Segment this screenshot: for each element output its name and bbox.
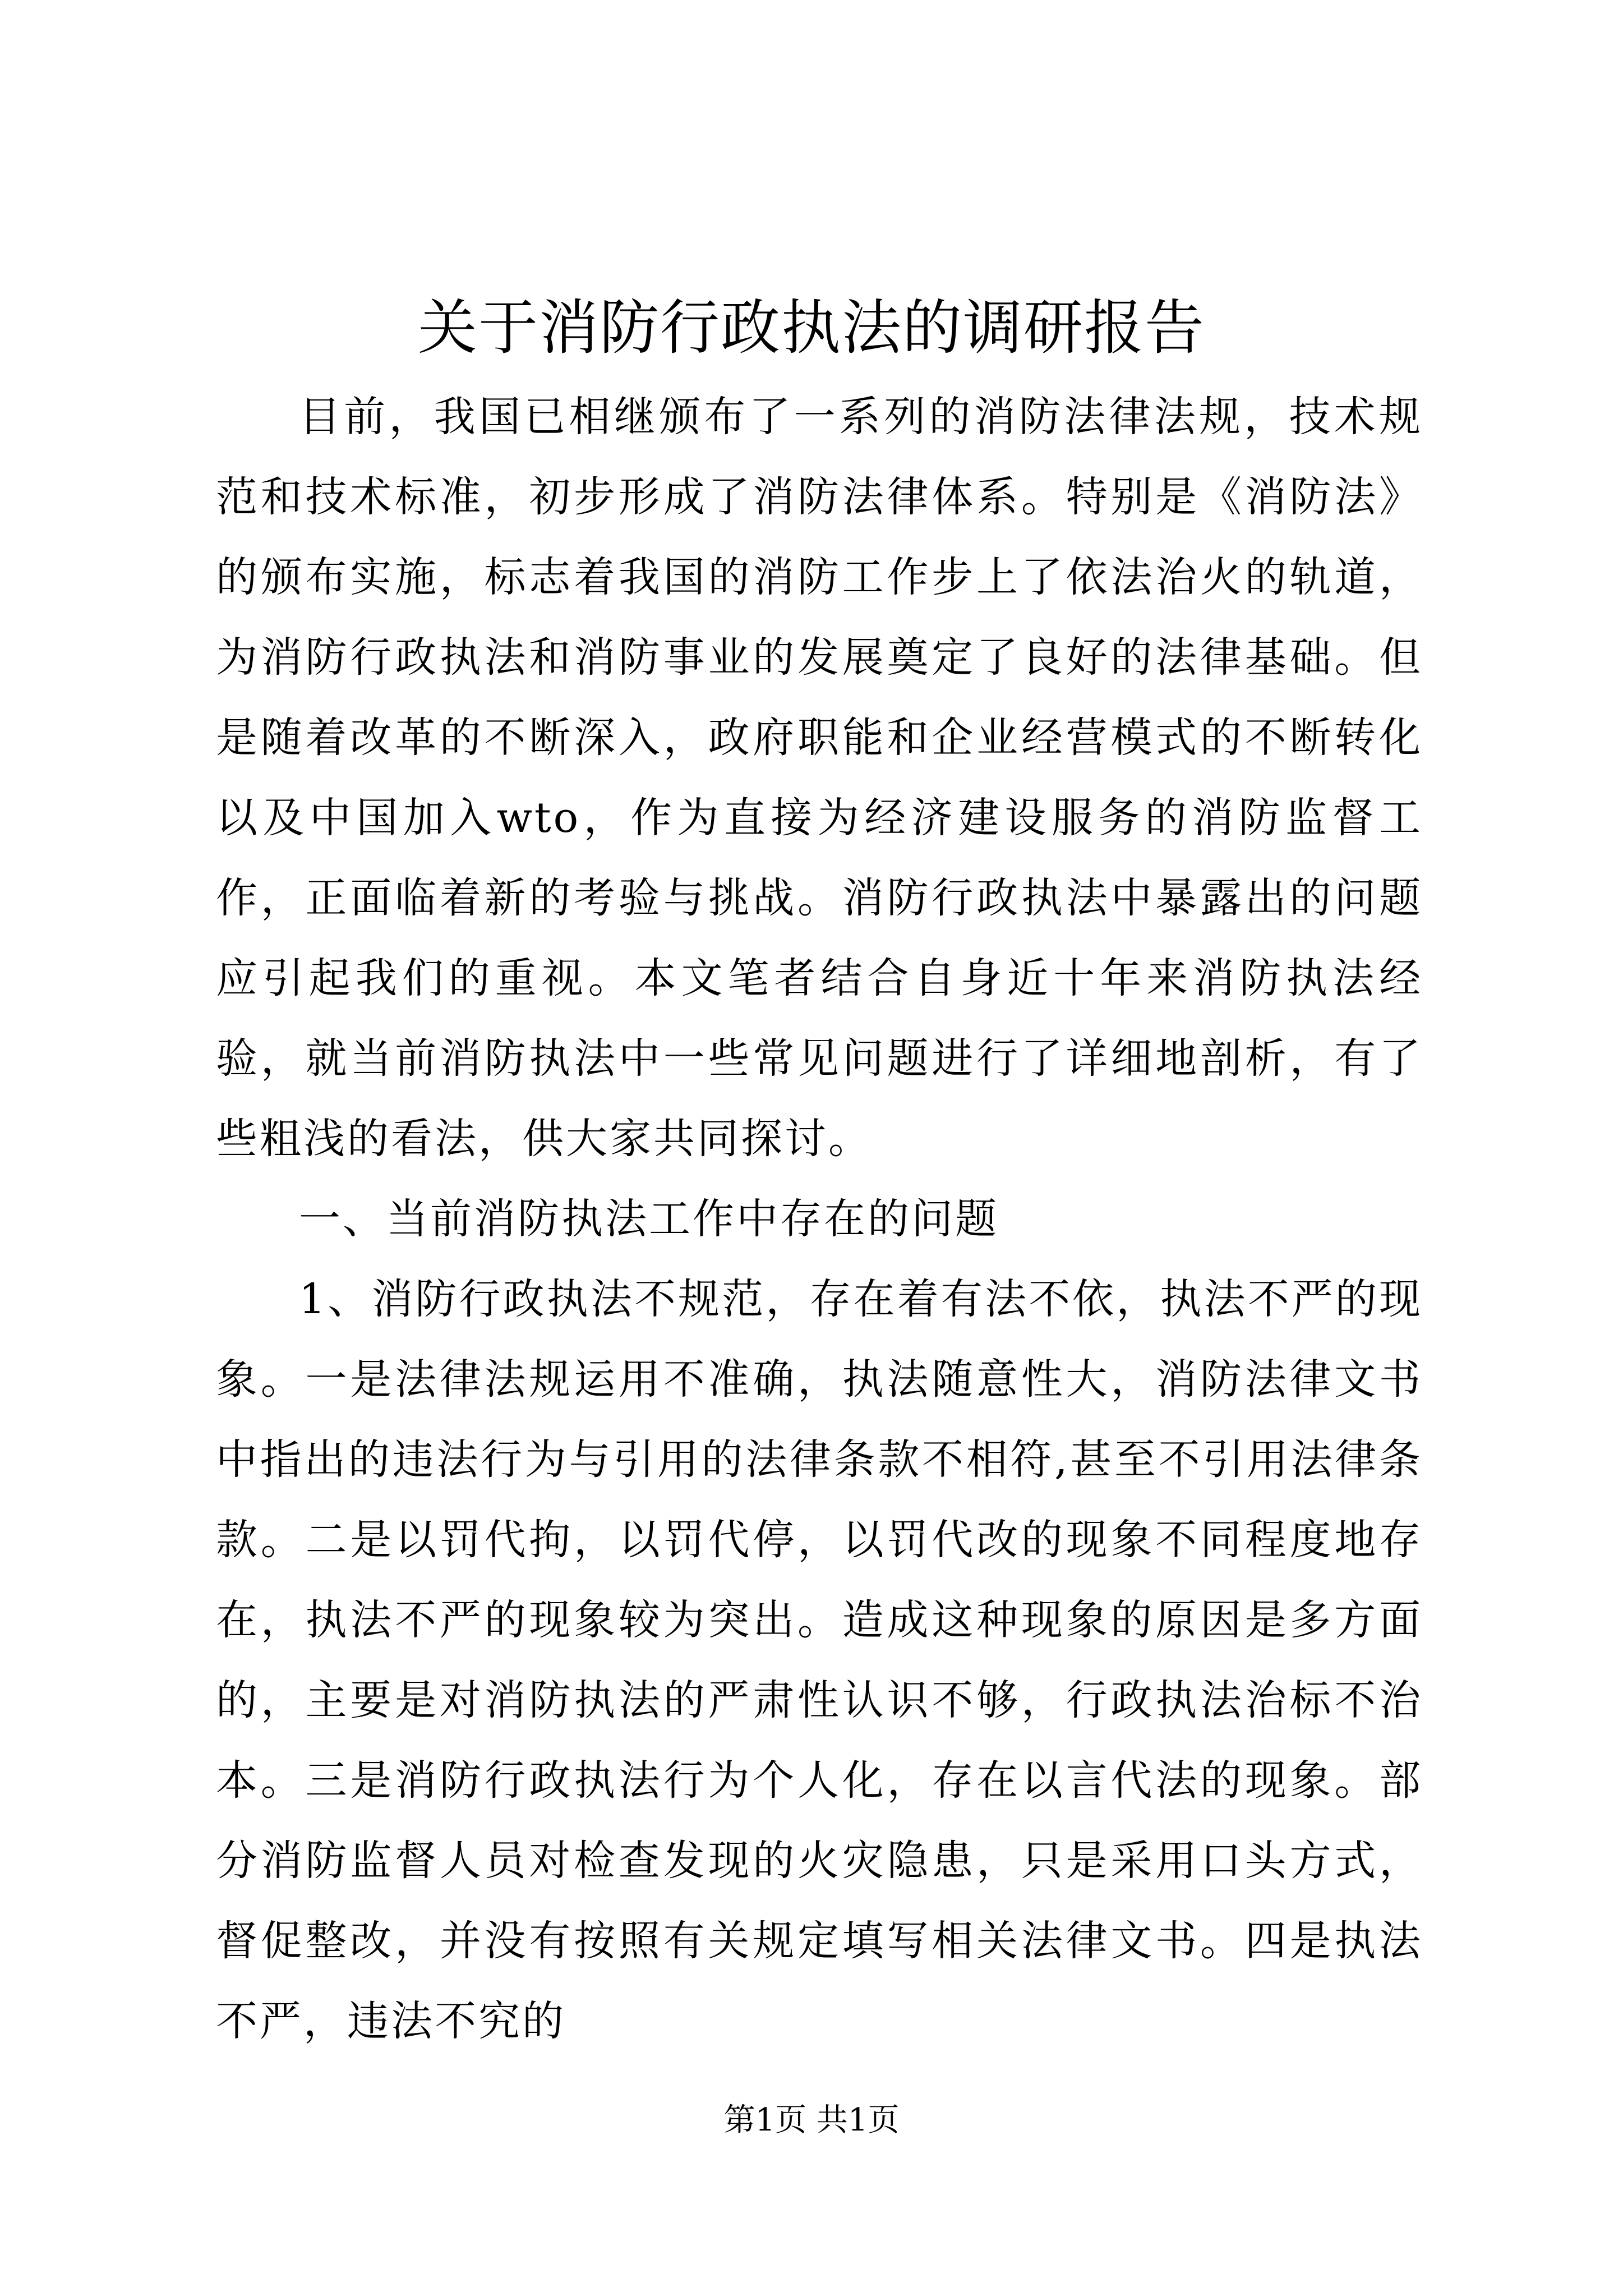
paragraph-item-1: 1、消防行政执法不规范，存在着有法不依，执法不严的现象。一是法律法规运用不准确，执法随意性大，消防法律文书中指出的违法行为与引用的法律条款不相符,甚至不引用法律条款。二是以罚代拘，以罚代停，以罚代改的现象不同程度地存在，执法不严的现象较为突出。造成这种现象的原因是多方面的，主要是对消防执法的严肃性认识不够，行政执法治标不治本。三是消防行政执法行为个人化，存在以言代法的现象。部分消防监督人员对检查发现的火灾隐患，只是采用口头方式，督促整改，并没有按照有关规定填写相关法律文书。四是执法不严，违法不究的 (216, 1275, 1423, 2045)
page-number-label: 第1页 共1页 (723, 2102, 900, 2138)
paragraph-intro: 目前，我国已相继颁布了一系列的消防法律法规，技术规范和技术标准，初步形成了消防法律体系。特别是《消防法》的颁布实施，标志着我国的消防工作步上了依法治火的轨道，为消防行政执法和消防事业的发展奠定了良好的法律基础。但是随着改革的不断深入，政府职能和企业经营模式的不断转化以及中国加入wto，作为直接为经济建设服务的消防监督工作，正面临着新的考验与挑战。消防行政执法中暴露出的问题应引起我们的重视。本文笔者结合自身近十年来消防执法经验，就当前消防执法中一些常见问题进行了详细地剖析，有了些粗浅的看法，供大家共同探讨。 (216, 393, 1423, 1163)
section-heading: 一、当前消防执法工作中存在的问题 (299, 1195, 999, 1243)
page-footer (0, 2098, 1623, 2143)
document-body (216, 377, 1423, 2062)
document-title: 关于消防行政执法的调研报告 (418, 293, 1205, 362)
